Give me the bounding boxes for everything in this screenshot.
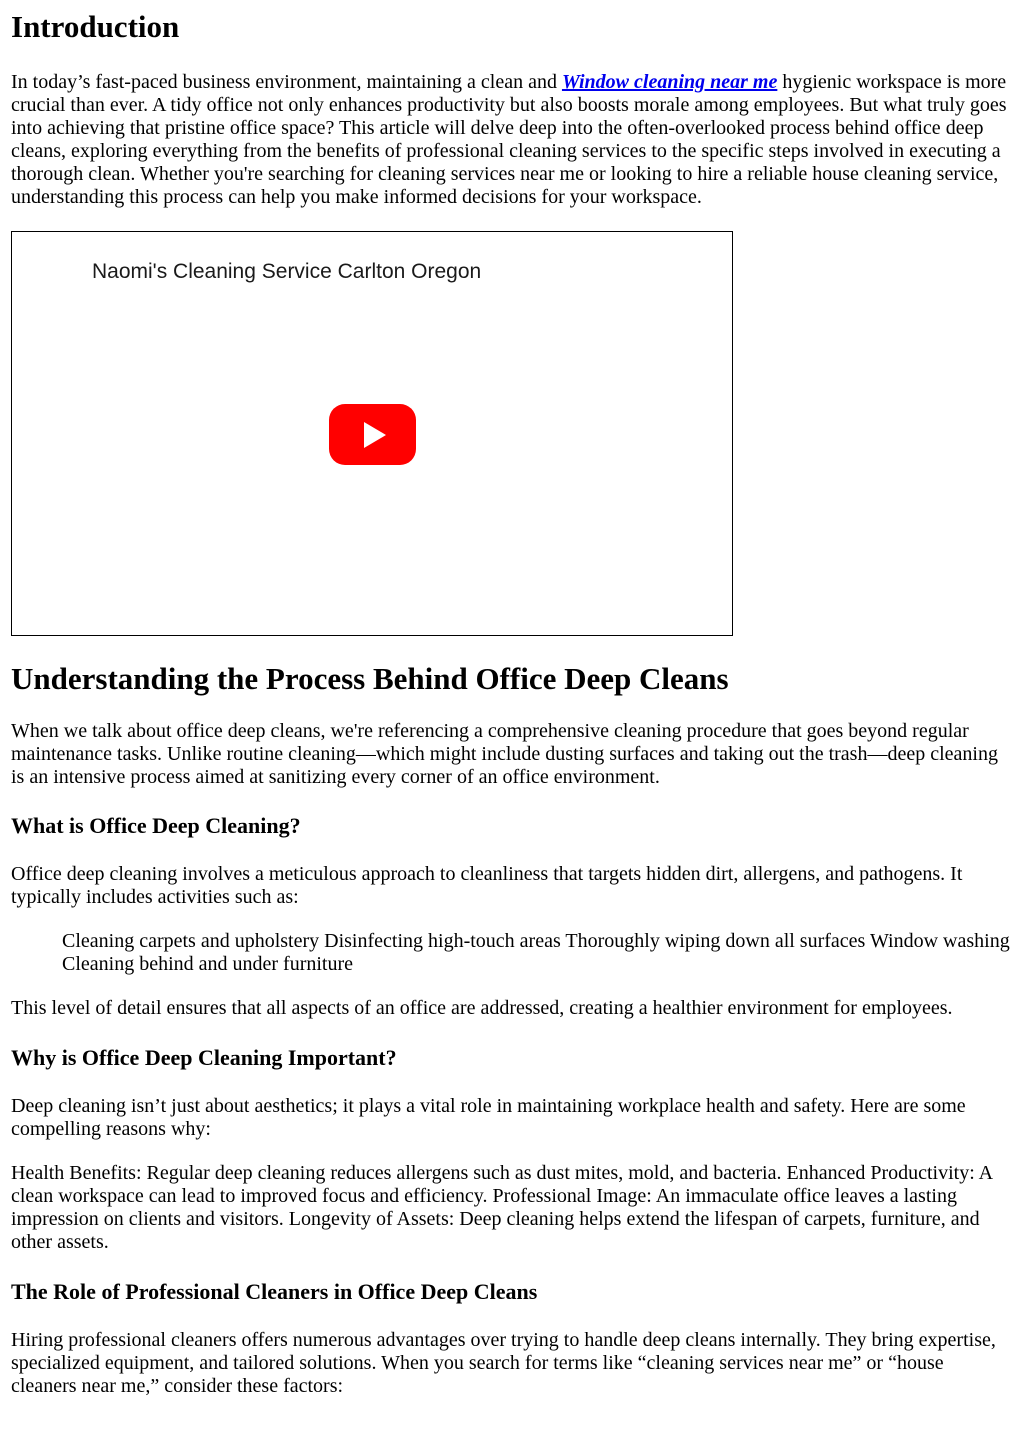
deep-cleaning-activities-list: Cleaning carpets and upholstery Disinfecting high-touch areas Thoroughly wiping down all surfaces Window washing Cleaning behind and under furniture xyxy=(62,930,1010,975)
intro-heading: Introduction xyxy=(11,9,180,44)
intro-paragraph xyxy=(11,71,1013,209)
understanding-heading: Understanding the Process Behind Office Deep Cleans xyxy=(11,661,729,696)
video-title: Naomi's Cleaning Service Carlton Oregon xyxy=(92,260,482,283)
why-paragraph: Deep cleaning isn’t just about aesthetics; it plays a vital role in maintaining workplace health and safety. Here are some compelling reasons why: xyxy=(11,1095,966,1140)
youtube-play-icon xyxy=(329,404,416,465)
why-reasons-paragraph: Health Benefits: Regular deep cleaning reduces allergens such as dust mites, mold, and bacteria. Enhanced Productivity: A clean workspace can lead to improved focus and efficiency. Professional Image: An immaculate office leaves a lasting impression on clients and visitors. Longevity of Assets: Deep cleaning helps extend the lifespan of carpets, furniture, and other assets. xyxy=(11,1162,993,1253)
role-heading: The Role of Professional Cleaners in Office Deep Cleans xyxy=(11,1279,538,1304)
understanding-paragraph: When we talk about office deep cleans, we're referencing a comprehensive cleaning procedure that goes beyond regular maintenance tasks. Unlike routine cleaning—which might include dusting surfaces and taking out the trash—deep cleaning is an intensive process aimed at sanitizing every corner of an office environment. xyxy=(11,720,998,788)
what-heading: What is Office Deep Cleaning? xyxy=(11,813,301,838)
what-closing-paragraph: This level of detail ensures that all aspects of an office are addressed, creating a healthier environment for employees. xyxy=(11,997,953,1019)
role-paragraph: Hiring professional cleaners offers numerous advantages over trying to handle deep cleans internally. They bring expertise, specialized equipment, and tailored solutions. When you search for terms like “cleaning services near me” or “house cleaners near me,” consider these factors: xyxy=(11,1329,996,1397)
what-paragraph: Office deep cleaning involves a meticulous approach to cleanliness that targets hidden dirt, allergens, and pathogens. It typically includes activities such as: xyxy=(11,863,963,908)
intro-text-before-link: In today’s fast-paced business environment, maintaining a clean and xyxy=(11,71,562,93)
intro-text-after-link: hygienic workspace is more crucial than ever. A tidy office not only enhances productivity but also boosts morale among employees. But what truly goes into achieving that pristine office space? This article will delve deep into the often-overlooked process behind office deep cleans, exploring everything from the benefits of professional cleaning services to the specific steps involved in executing a thorough clean. Whether you're searching for cleaning services near me or looking to hire a reliable house cleaning service, understanding this process can help you make informed decisions for your workspace. xyxy=(11,71,1007,208)
window-cleaning-link[interactable]: Window cleaning near me xyxy=(561,71,778,93)
play-button[interactable] xyxy=(329,404,416,465)
why-heading: Why is Office Deep Cleaning Important? xyxy=(11,1045,397,1070)
video-embed[interactable] xyxy=(11,231,733,636)
